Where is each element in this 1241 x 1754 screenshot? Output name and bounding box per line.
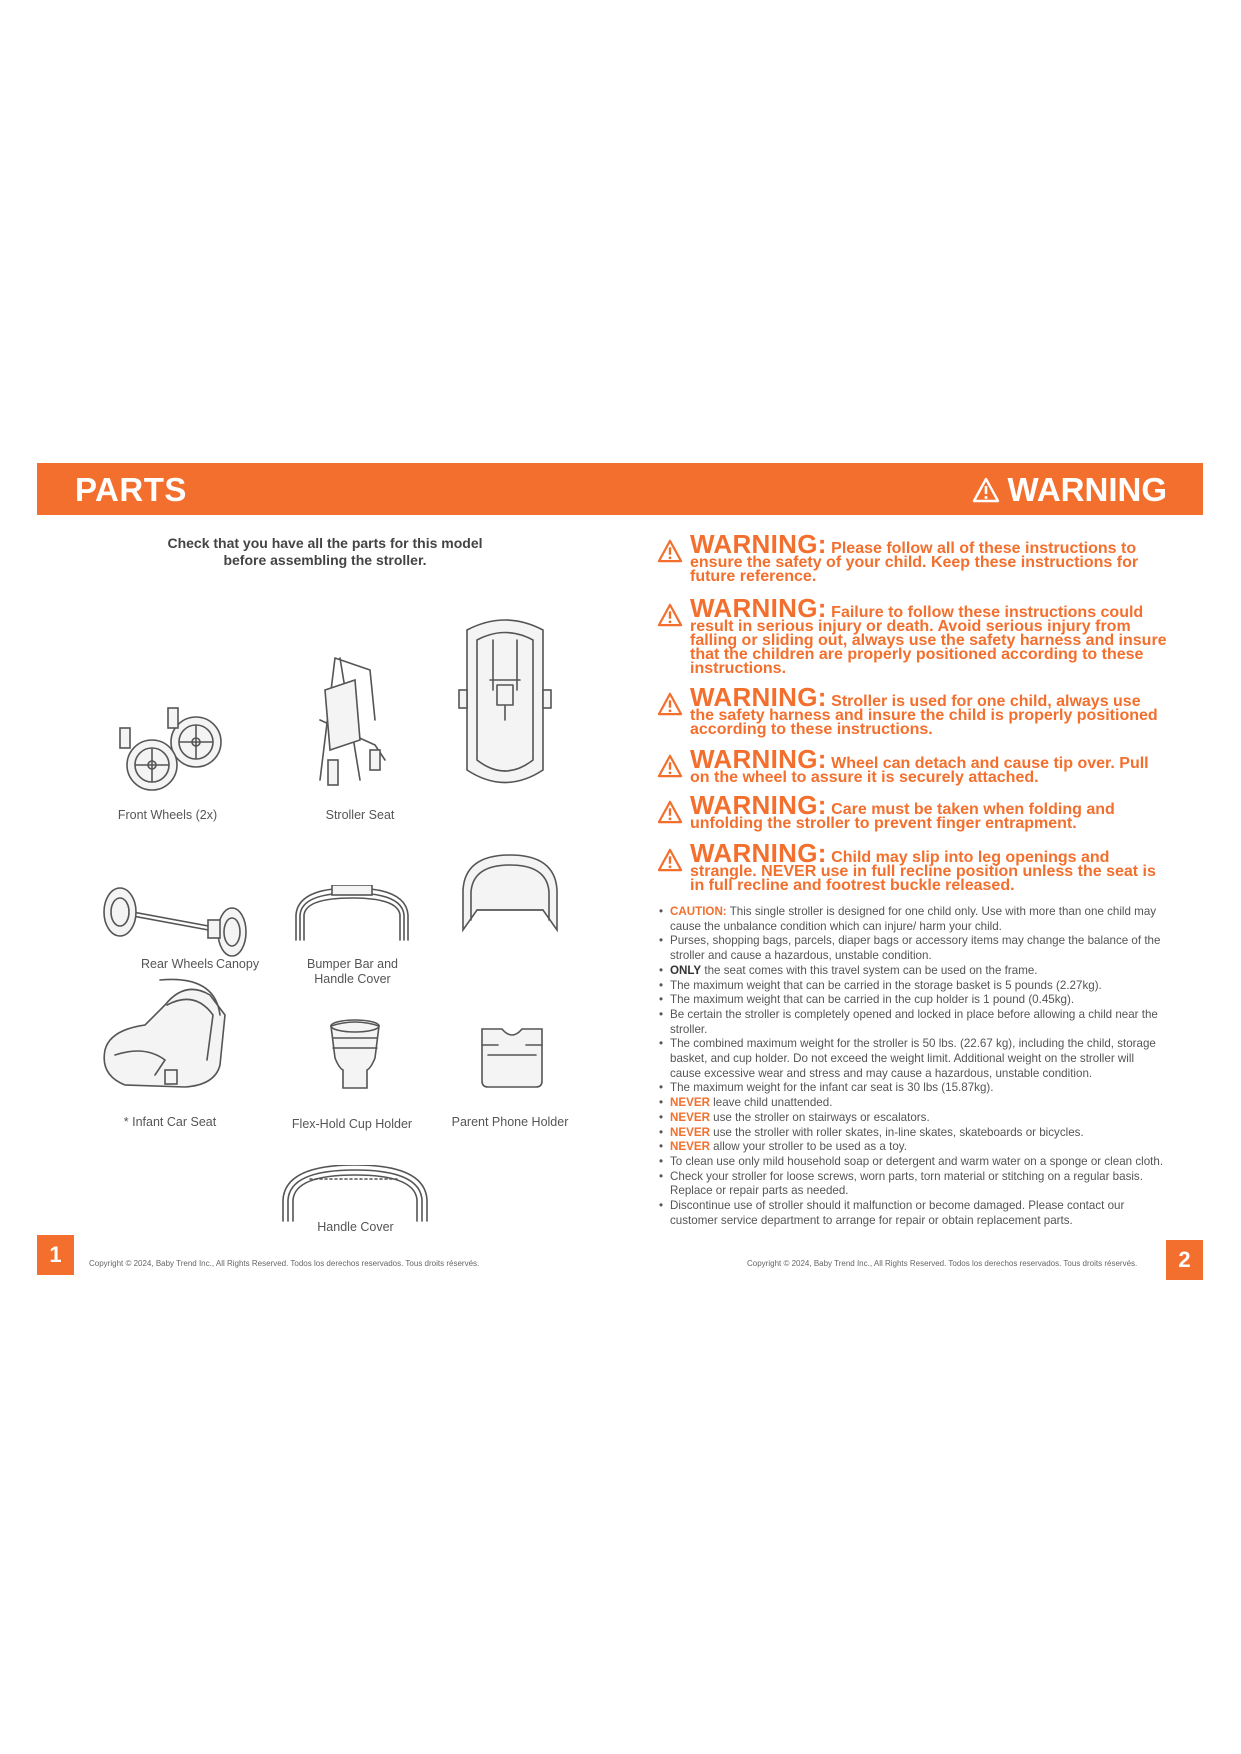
canopy-illustration bbox=[455, 850, 565, 945]
warning-text: Care must be taken when folding and unfolding the stroller to prevent finger entrapment. bbox=[690, 801, 1115, 832]
list-item bbox=[658, 979, 1168, 994]
warning-block bbox=[657, 593, 1167, 677]
warning-label: WARNING: bbox=[690, 838, 827, 868]
copyright-left: Copyright © 2024, Baby Trend Inc., All Rights Reserved. Todos los derechos reservados. Tous droits réservés. bbox=[89, 1259, 480, 1268]
part-label: Rear Wheels bbox=[141, 957, 214, 971]
copyright-right: Copyright © 2024, Baby Trend Inc., All Rights Reserved. Todos los derechos reservados. Tous droits réservés. bbox=[747, 1259, 1138, 1268]
rule-text: use the stroller on stairways or escalators. bbox=[709, 1110, 930, 1124]
front-wheels-illustration bbox=[112, 700, 232, 800]
part-label: Handle Cover bbox=[317, 1220, 394, 1234]
rule-text: The maximum weight for the infant car seat is 30 lbs (15.87kg). bbox=[670, 1081, 994, 1095]
part-label: Flex-Hold Cup Holder bbox=[291, 1117, 413, 1131]
warning-block bbox=[657, 838, 1167, 894]
stroller-seat-illustration bbox=[300, 650, 390, 800]
warning-block bbox=[657, 744, 1167, 786]
warning-label: WARNING: bbox=[690, 790, 827, 820]
parts-title: PARTS bbox=[75, 471, 187, 508]
warning-triangle-icon bbox=[657, 848, 683, 872]
rule-text: leave child unattended. bbox=[709, 1096, 833, 1110]
rule-text: The maximum weight that can be carried in the cup holder is 1 pound (0.45kg). bbox=[670, 993, 1075, 1007]
warning-triangle-icon bbox=[657, 692, 683, 716]
warning-text: Child may slip into leg openings and strangle. NEVER use in full recline position unless the seat is in full recline and footrest buckle released. bbox=[690, 849, 1156, 894]
rule-lead: NEVER bbox=[670, 1125, 710, 1139]
warning-text: Wheel can detach and cause tip over. Pull on the wheel to assure it is securely attached. bbox=[690, 755, 1149, 786]
rule-text: To clean use only mild household soap or detergent and warm water on a sponge or clean cloth. bbox=[670, 1154, 1164, 1168]
list-item bbox=[658, 1037, 1168, 1081]
warning-label: WARNING: bbox=[690, 529, 827, 559]
warning-label: WARNING: bbox=[690, 682, 827, 712]
list-item bbox=[658, 1096, 1168, 1111]
rule-text: use the stroller with roller skates, in-line skates, skateboards or bicycles. bbox=[709, 1125, 1084, 1139]
page-number-left: 1 bbox=[37, 1235, 74, 1275]
list-item bbox=[658, 1199, 1168, 1228]
list-item bbox=[658, 1081, 1168, 1096]
rule-text: Purses, shopping bags, parcels, diaper bags or accessory items may change the balance of the stroller and cause a hazardous, unstable condition. bbox=[670, 934, 1161, 963]
part-label: Bumper Bar and Handle Cover bbox=[306, 957, 399, 986]
rule-lead: NEVER bbox=[670, 1110, 710, 1124]
rule-text: The combined maximum weight for the stroller is 50 lbs. (22.67 kg), including the child, storage basket, and cup holder. Do not exceed the weight limit. Additional weight on the stroller will cause excessive wear and stress and may cause a hazardous, unstable condition. bbox=[670, 1037, 1156, 1080]
part-label: Front Wheels (2x) bbox=[117, 808, 218, 822]
warning-title-group bbox=[972, 471, 1168, 509]
warning-title: WARNING bbox=[1007, 471, 1167, 508]
rule-text: allow your stroller to be used as a toy. bbox=[709, 1140, 907, 1154]
rule-lead: ONLY bbox=[670, 963, 702, 977]
list-item bbox=[658, 993, 1168, 1008]
rule-text: the seat comes with this travel system can be used on the frame. bbox=[701, 963, 1038, 977]
rule-lead: NEVER bbox=[670, 1140, 710, 1154]
list-item bbox=[658, 1111, 1168, 1126]
infant-car-seat-illustration bbox=[95, 975, 245, 1100]
header-banner bbox=[37, 463, 1203, 515]
safety-rules-list bbox=[658, 905, 1168, 1228]
warning-block bbox=[657, 529, 1167, 585]
rule-text: The maximum weight that can be carried in the storage basket is 5 pounds (2.27kg). bbox=[670, 978, 1102, 992]
list-item bbox=[658, 1008, 1168, 1037]
warning-label: WARNING: bbox=[690, 593, 827, 623]
warning-triangle-icon bbox=[657, 754, 683, 778]
part-label: Canopy bbox=[216, 957, 260, 971]
rule-lead: CAUTION: bbox=[670, 905, 727, 918]
part-label: * Infant Car Seat bbox=[123, 1115, 217, 1129]
phone-holder-illustration bbox=[478, 1025, 546, 1090]
rule-lead: NEVER bbox=[670, 1096, 710, 1110]
handle-cover-illustration bbox=[280, 1165, 430, 1225]
warning-text: Failure to follow these instructions could result in serious injury or death. Avoid serious injury from falling or sliding out, always use the safety harness and insure that the children are properly positioned according to these instructions. bbox=[690, 604, 1167, 677]
rule-text: Be certain the stroller is completely opened and locked in place before allowing a child near the stroller. bbox=[670, 1007, 1158, 1036]
list-item bbox=[658, 1126, 1168, 1141]
warning-block bbox=[657, 682, 1167, 738]
part-label: Stroller Seat bbox=[325, 808, 395, 822]
warning-text: Please follow all of these instructions to ensure the safety of your child. Keep these instructions for future reference. bbox=[690, 540, 1139, 585]
warning-label: WARNING: bbox=[690, 744, 827, 774]
warning-text: Stroller is used for one child, always use the safety harness and insure the child is properly positioned according to these instructions. bbox=[690, 693, 1158, 738]
page-number-right: 2 bbox=[1166, 1240, 1203, 1280]
rule-text: Check your stroller for loose screws, worn parts, torn material or stitching on a regular basis. Replace or repair parts as needed. bbox=[670, 1169, 1143, 1198]
list-item bbox=[658, 934, 1168, 963]
parts-intro: Check that you have all the parts for this model before assembling the stroller. bbox=[167, 535, 483, 568]
bumper-bar-illustration bbox=[292, 885, 412, 945]
list-item bbox=[658, 1140, 1168, 1155]
part-label: Parent Phone Holder bbox=[451, 1115, 569, 1129]
cup-holder-illustration bbox=[325, 1018, 385, 1093]
list-item bbox=[658, 1170, 1168, 1199]
rear-wheels-illustration bbox=[100, 880, 250, 965]
warning-block bbox=[657, 790, 1167, 832]
list-item bbox=[658, 905, 1168, 934]
rule-text: Discontinue use of stroller should it malfunction or become damaged. Please contact our customer service department to arrange for repair or obtain replacement parts. bbox=[670, 1199, 1125, 1227]
seat-front-illustration bbox=[455, 610, 555, 800]
warning-triangle-icon bbox=[657, 800, 683, 824]
warning-triangle-icon bbox=[972, 477, 1000, 503]
list-item bbox=[658, 964, 1168, 979]
list-item bbox=[658, 1155, 1168, 1170]
rule-text: This single stroller is designed for one child only. Use with more than one child may cause the unbalance condition which can injure/ harm your child. bbox=[670, 905, 1157, 933]
warning-triangle-icon bbox=[657, 603, 683, 627]
warning-triangle-icon bbox=[657, 539, 683, 563]
